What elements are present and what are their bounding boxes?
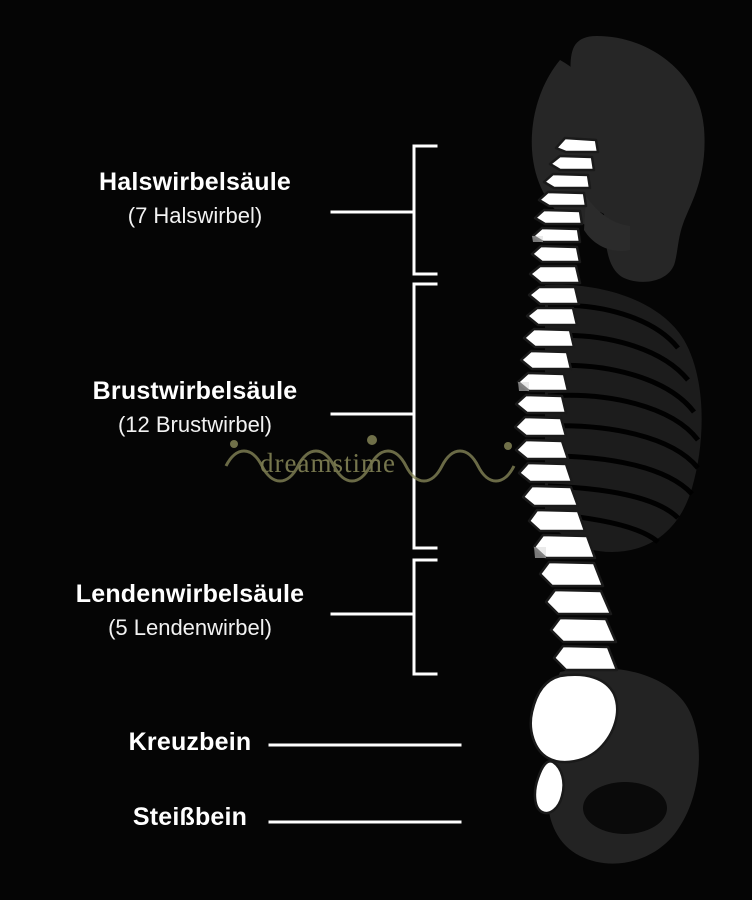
- label-sacrum-title: Kreuzbein: [128, 728, 252, 756]
- label-cervical-title: Halswirbelsäule: [99, 168, 291, 196]
- bracket-lumbar: [414, 560, 436, 674]
- label-cervical[interactable]: [40, 168, 350, 229]
- label-coccyx[interactable]: [30, 803, 350, 832]
- bracket-thoracic: [414, 284, 436, 548]
- label-sacrum[interactable]: [30, 728, 350, 757]
- label-lumbar[interactable]: [30, 580, 350, 641]
- label-lumbar-subtitle: (5 Lendenwirbel): [108, 615, 272, 640]
- leader-lines: [270, 146, 460, 822]
- watermark-text: dreamstime: [260, 448, 396, 478]
- label-coccyx-title: Steißbein: [132, 803, 248, 831]
- label-lumbar-title: Lendenwirbelsäule: [75, 580, 305, 608]
- label-thoracic-title: Brustwirbelsäule: [92, 377, 298, 405]
- bracket-cervical: [414, 146, 436, 274]
- label-cervical-subtitle: (7 Halswirbel): [127, 203, 263, 228]
- label-thoracic-subtitle: (12 Brustwirbel): [117, 412, 273, 437]
- label-thoracic[interactable]: [40, 377, 350, 438]
